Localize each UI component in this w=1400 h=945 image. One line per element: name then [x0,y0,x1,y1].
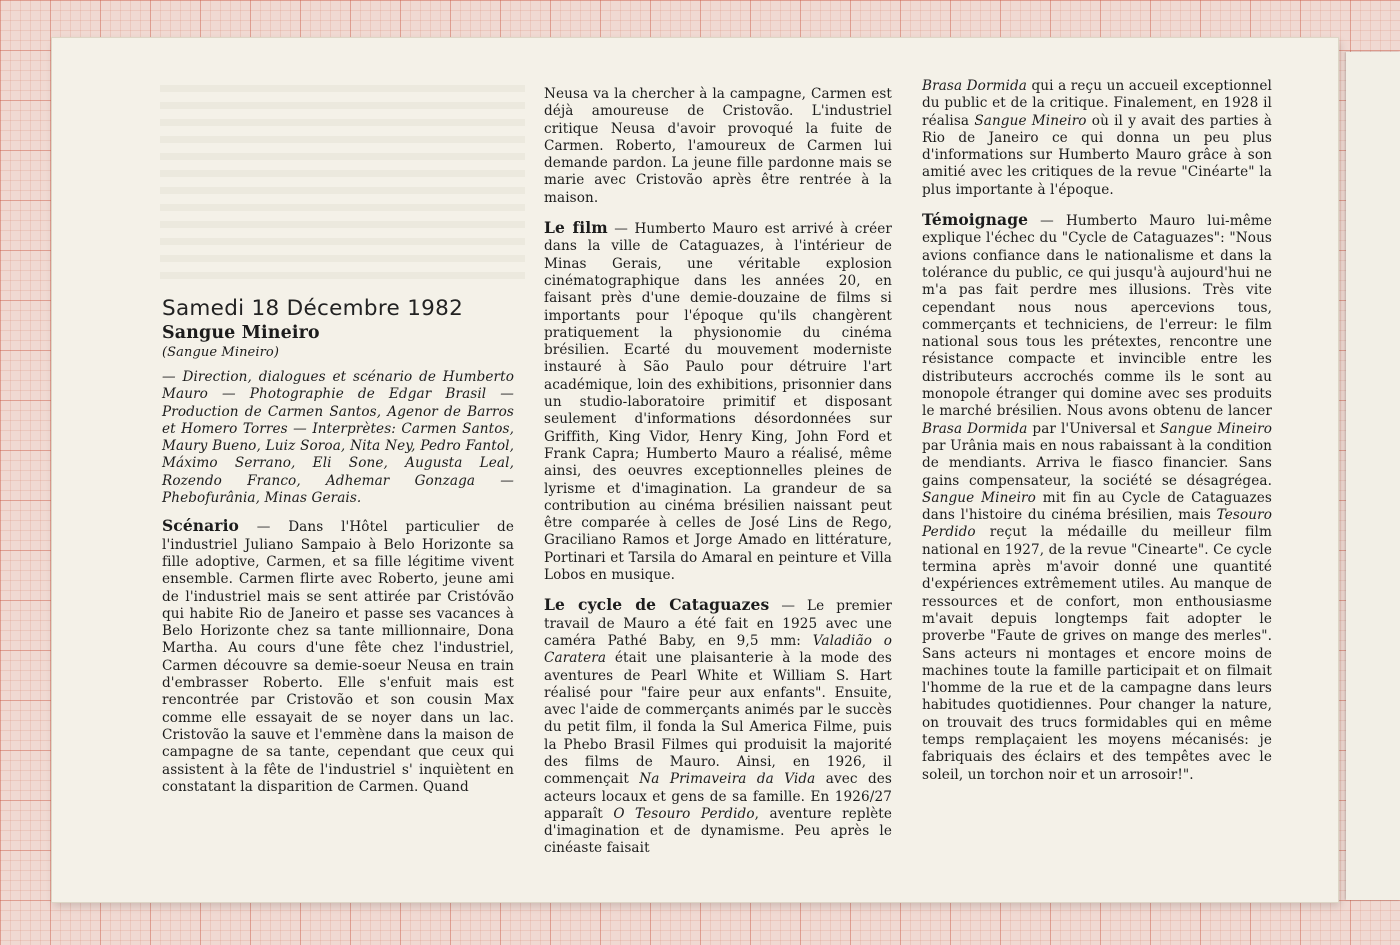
scenario-heading: Scénario [162,516,239,536]
temoignage-text: mit fin au Cycle de Cataguazes dans l'histoire du cinéma brésilien, mais [922,489,1272,524]
cycle-text: était une plaisanterie à la mode des aventures de Pearl White et William S. Hart réalisé pour "faire peur aux enfants". Ensuite, avec l'aide de commerçants animés par le succès du petit film, il fonda la Sul America Filme, puis la Phebo Brasil Filmes qui produisit la majorité des films de Mauro. Ainsi, en 1926, il commençait [544,650,892,788]
le-film-section: Le film — Humberto Mauro est arrivé à créer dans la ville de Cataguazes, à l'intérieur de Minas Gerais, une véritable explosion cinématographique dans les années 20, en faisant près d'une demie-douzaine de films si importants pour l'époque qu'ils changèrent pratiquement la physionomie du cinéma brésilien. Ecarté du mouvement moderniste instauré à São Paulo pour détruire l'art académique, loin des exhibitions, prisonnier dans un studio-laboratoire primitif et disposant seulement d'informations désordonnées sur Griffith, King Vidor, Henry King, John Ford et Frank Capra; Humberto Mauro a réalisé, même ainsi, des oeuvres exceptionnelles pleines de lyrisme et d'imagination. La grandeur de sa contribution au cinéma brésilien naissant peut être comparée à celles de José Lins de Rego, Graciliano Ramos et Jorge Amado en littérature, Portinari et Tarsila do Amaral en peinture et Villa Lobos en musique. [544,218,893,584]
column-1 [162,296,514,796]
film-brasa-dormida: Brasa Dormida [922,78,1027,94]
show-through-text [160,75,525,285]
cycle-text: Le premier travail de Mauro a été fait en 1925 avec une caméra Pathé Baby, en 9,5 mm: [544,598,893,649]
le-film-text: Humberto Mauro est arrivé à créer dans la ville de Cataguazes, à l'intérieur de Minas Gerais, une véritable explosion cinématographique dans les années 20, en faisant près d'une demie-douzaine de films si importants pour l'époque qu'ils changèrent pratiquement la physionomie du cinéma brésilien. Ecarté du mouvement moderniste instauré à São Paulo pour détruire l'art académique, loin des exhibitions, prisonnier dans un studio-laboratoire primitif et disposant seulement d'informations désordonnées sur Griffith, King Vidor, Henry King, John Ford et Frank Capra; Humberto Mauro a réalisé, même ainsi, des oeuvres exceptionnelles pleines de lyrisme et d'imagination. La grandeur de sa contribution au cinéma brésilien naissant peut être comparée à celles de José Lins de Rego, Graciliano Ramos et Jorge Amado en littérature, Portinari et Tarsila do Amaral en peinture et Villa Lobos en musique. [544,221,893,584]
scenario-text-part1: Dans l'Hôtel particulier de l'industriel Juliano Sampaio à Belo Horizonte sa fille adoptive, Carmen, et sa fille légitime vivent ensemble. Carmen flirte avec Roberto, jeune ami de l'industriel mais se sent attirée par Cristóvão qui habite Rio de Janeiro et passe ses vacances à Belo Horizonte chez sa tante millionnaire, Dona Martha. Au cours d'une fête chez l'industriel, Carmen découvre sa demie-soeur Neusa en train d'embrasser Roberto. Elle s'enfuit mais est rencontrée par Cristovão et son cousin Max comme elle essayait de se noyer dans un lac. Cristovão la sauve et l'emmène dans la maison de campagne de sa tante, cependant que ceux qui assistent à la fête de l'industriel s' inquiètent en constatant la disparition de Carmen. Quand [162,519,514,795]
scenario-section: Scénario — Dans l'Hôtel particulier de l'industriel Juliano Sampaio à Belo Horizonte sa fille adoptive, Carmen, et sa fille légitime vivent ensemble. Carmen flirte avec Roberto, jeune ami de l'industriel mais se sent attirée par Cristóvão qui habite Rio de Janeiro et passe ses vacances à Belo Horizonte chez sa tante millionnaire, Dona Martha. Au cours d'une fête chez l'industriel, Carmen découvre sa demie-soeur Neusa en train d'embrasser Roberto. Elle s'enfuit mais est rencontrée par Cristovão et son cousin Max comme elle essayait de se noyer dans un lac. Cristovão la sauve et l'emmène dans la maison de campagne de sa tante, cependant que ceux qui assistent à la fête de l'industriel s' inquiètent en constatant la disparition de Carmen. Quand [162,516,514,795]
film-tesouro-perdido: Tesouro Perdido [922,507,1272,541]
cycle-section: Le cycle de Cataguazes — Le premier travail de Mauro a été fait en 1925 avec une caméra Pathé Baby, en 9,5 mm: Valadião o Caratera était une plaisanterie à la mode des aventures de Pearl White et William S. Hart réalisé pour "faire peur aux enfants". Ensuite, avec l'aide de commerçants animés par le succès du petit film, il fonda la Sul America Filme, puis la Phebo Brasil Filmes qui produisit la majorité des films de Mauro. Ainsi, en 1926, il commençait Na Primaveira da Vida avec des acteurs locaux et gens de sa famille. En 1926/27 apparaît O Tesouro Perdido, aventure replète d'imagination et de dynamisme. Peu après le cinéaste faisait [544,595,893,857]
original-title: (Sangue Mineiro) [162,345,280,360]
column-2 [544,86,892,858]
film-na-primaveira: Na Primaveira da Vida [639,771,816,788]
program-date: Samedi 18 Décembre 1982 [162,296,464,321]
column-3 [922,78,1272,784]
temoignage-text: Humberto Mauro lui-même explique l'échec du "Cycle de Cataguazes": "Nous avions confiance dans le nationalisme et dans la tolérance du public, ce qui jusqu'à aujourd'hui ne m'a pas fait perdre mes illusions. Très vite cependant nous nous apercevions tous, commerçants et techniciens, de l'erreur: le film national sous tous les prétextes, rencontre une résistance compacte et invincible entre les distributeurs accrochés comme ils le sont au monopole étranger qui domine avec ses produits le marché brésilien. Nous avons obtenu de lancer [922,213,1272,420]
film-tesouro-perdido: O Tesouro Perdido [613,805,755,822]
film-brasa-dormida: Brasa Dormida [922,420,1028,437]
temoignage-heading: Témoignage [922,210,1029,230]
temoignage-text: reçut la médaille du meilleur film national en 1927, de la revue "Cinearte". Ce cycle termina après m'avoir donné une quantité d'expériences extrêmement utiles. Au manque de ressources et de confort, mon enthousiasme m'avait depuis longtemps fait adopter le proverbe "Faute de grives on mange des merles". Sans acteurs ni montages et encore moins de machines toute la famille participait et on filmait l'homme de la rue et de la campagne dans leurs habitudes quotidiennes. Pour changer la nature, on trouvait des trucs formidables qui en même temps remplaçaient les moyens mécanisés: je fabriquais des éclairs et des tempêtes avec le soleil, un torchon noir et un arrosoir!". [922,524,1272,783]
cycle-text: avec des acteurs locaux et gens de sa famille. En 1926/27 apparaît [544,771,892,822]
scenario-continued: Neusa va la chercher à la campagne, Carmen est déjà amoureuse de Cristovão. L'industriel critique Neusa d'avoir provoqué la fuite de Carmen. Roberto, l'amoureux de Carmen lui demande pardon. La jeune fille pardonne mais se marie avec Cristovão après être rentrée à la maison. [544,86,892,206]
cycle-text: où il y avait des parties à Rio de Janeiro ce qui donna un peu plus d'informations sur Humberto Mauro grâce à son amitié avec les critiques de la revue "Cinéarte" la plus importante à l'époque. [922,112,1273,198]
cycle-text: qui a reçu un accueil exceptionnel du public et de la critique. Finalement, en 1928 il réalisa [922,78,1272,129]
film-sangue-mineiro: Sangue Mineiro [1159,420,1272,437]
temoignage-text: par l'Universal et [1027,420,1160,437]
next-page-edge [1346,52,1400,900]
cycle-continued [922,78,1272,199]
film-valadiao: Valadião o Caratera [544,632,892,667]
film-sangue-mineiro: Sangue Mineiro [922,489,1036,506]
cycle-heading: Le cycle de Cataguazes [544,595,770,615]
cycle-text: , aventure replète d'imagination et de dynamisme. Peu après le cinéaste faisait [544,805,892,857]
temoignage-section: Témoignage — Humberto Mauro lui-même explique l'échec du "Cycle de Cataguazes": "Nous avions confiance dans le nationalisme et dans la tolérance du public, ce qui jusqu'à aujourd'hui ne m'a pas fait perdre mes illusions. Très vite cependant nous nous apercevions tous, commerçants et techniciens, de l'erreur: le film national sous tous les prétextes, rencontre une résistance compacte et invincible entre les distributeurs accrochés comme ils le sont au monopole étranger qui domine avec ses produits le marché brésilien. Nous avons obtenu de lancer Brasa Dormida par l'Universal et Sangue Mineiro par Urânia mais en nous rabaissant à la condition de mendiants. Arriva le fiasco financier. Sans gains compensateur, la société se désagrégea. Sangue Mineiro mit fin au Cycle de Cataguazes dans l'histoire du cinéma brésilien, mais Tesouro Perdido reçut la médaille du meilleur film national en 1927, de la revue "Cinearte". Ce cycle termina après m'avoir donné une quantité d'expériences extrêmement utiles. Au manque de ressources et de confort, mon enthousiasme m'avait depuis longtemps fait adopter le proverbe "Faute de grives on mange des merles". Sans acteurs ni montages et encore moins de machines toute la famille participait et on filmait l'homme de la rue et de la campagne dans leurs habitudes quotidiennes. Pour changer la nature, on trouvait des trucs formidables qui en même temps remplaçaient les moyens mécanisés: je fabriquais des éclairs et des tempêtes avec le soleil, un torchon noir et un arrosoir!". [922,210,1272,783]
film-sangue-mineiro: Sangue Mineiro [974,112,1087,129]
film-credits: — Direction, dialogues et scénario de Humberto Mauro — Photographie de Edgar Brasil — Production de Carmen Santos, Agenor de Barros et Homero Torres — Interprètes: Carmen Santos, Maury Bueno, Luiz Soroa, Nita Ney, Pedro Fantol, Máximo Serrano, Eli Sone, Augusta Leal, Rozendo Franco, Adhemar Gonzaga — Phebofurânia, Minas Gerais. [162,369,514,507]
le-film-heading: Le film [544,218,608,238]
film-title: Sangue Mineiro [162,323,320,343]
temoignage-text: par Urânia mais en nous rabaissant à la condition de mendiants. Arriva le fiasco financier. Sans gains compensateur, la société se désagrégea. [922,437,1272,489]
